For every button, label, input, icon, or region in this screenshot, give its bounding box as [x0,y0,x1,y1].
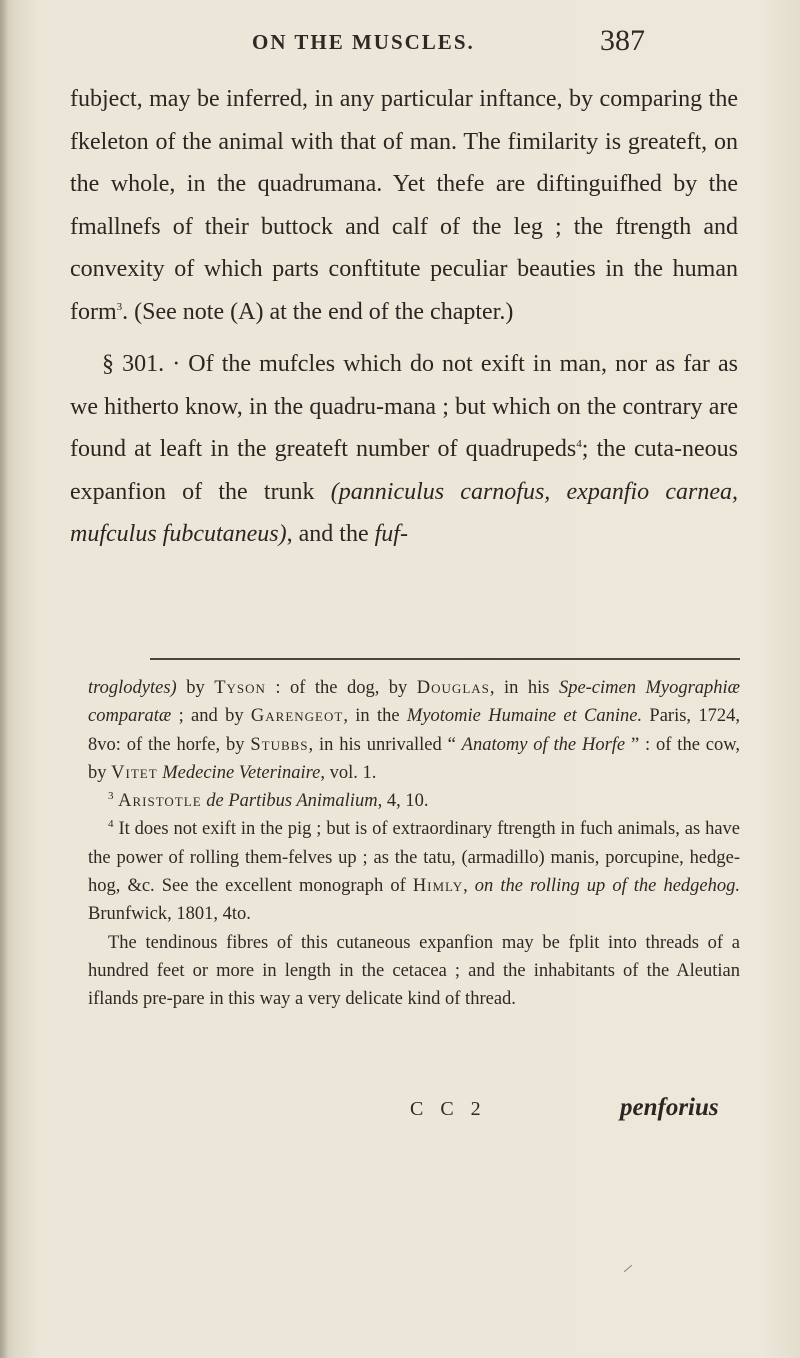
footnote-4-author: Himly [412,876,464,897]
paragraph-1-end: . (See note (A) at the end of the chapter.) [122,298,514,325]
footnote-rule [150,658,740,660]
page-number: 387 [600,24,645,57]
footnote-continued: troglodytes) by Tyson : of the dog, by Douglas, in his Spe-cimen Myographiæ comparatæ ; and by Garengeot, in the Myotomie Humaine et Canine. Paris, 1724, 8vo: of the horfe, by Stubbs, in his unrivalled “ Anatomy of the Horfe ” : of the cow, by Vitet Medecine Veterinaire, vol. 1. [88,678,741,783]
paragraph-2-text-c: , and the [286,521,375,547]
footnote-3-number: 3 [108,790,114,803]
paragraph-2-text-b: ; the cuta-neous expanfion of the trunk [70,436,738,505]
signature-mark: C C 2 [410,1098,487,1120]
footnote-4-paragraph-2: The tendinous fibres of this cutaneous expanfion may be fplit into threads of a hundred feet or more in length in the cetacea ; and the inhabitants of the Aleutian iflands pre-pare in this way a very delicate kind of thread. [88,932,740,1010]
spine-shadow [0,0,8,1358]
footnote-4-work: on the rolling up of the hedgehog. [474,876,741,897]
footnotes [88,674,740,1014]
page-header [0,24,800,64]
footnote-3: $^3$ Aristotle de Partibus Animalium, 4, 10. [108,790,429,812]
footnote-3-work: de Partibus Animalium [206,791,378,812]
footnote-ref-3: 3 [116,300,123,313]
paragraph-2 [70,343,738,556]
page-footer [0,1094,800,1132]
footnote-4-number: 4 [108,818,114,831]
paragraph-2-latin-terms: (panniculus carnofus, expanfio carnea, mufculus fubcutaneus) [70,478,739,547]
footnote-3-author: Aristotle [118,791,202,812]
paragraph-2-text-a: § 301. · Of the mufcles which do not exift in man, nor as far as we hitherto know, in the quadru-mana ; but which on the contrary are found at leaft in the greateft number of quadrupeds [70,351,738,462]
footnote-4: $^4$ It does not exift in the pig ; but is of extraordinary ftrength in fuch animals, as have the power of rolling them-felves up ; as the tatu, (armadillo) manis, porcupine, hedge-hog, &c. See the excellent monograph of Himly, on the rolling up of the hedgehog. Brunfwick, 1801, 4to. [88,818,741,925]
paragraph-1 [70,78,738,333]
paragraph-2-hyphenated-end: fuf- [374,521,408,547]
main-text [70,78,738,556]
paragraph-1-text: fubject, may be inferred, in any particular inftance, by comparing the fkeleton of the animal with that of man. The fimilarity is greateft, on the whole, in the quadrumana. Yet thefe are diftinguifhed by the fmallnefs of their buttock and calf of the leg ; the ftrength and convexity of which parts conftitute peculiar beauties in the human form [70,86,738,325]
catchword: penforius [620,1094,719,1121]
stray-mark [624,1265,632,1272]
running-head: ON THE MUSCLES. [252,30,475,54]
footnote-ref-4: 4 [576,438,582,450]
